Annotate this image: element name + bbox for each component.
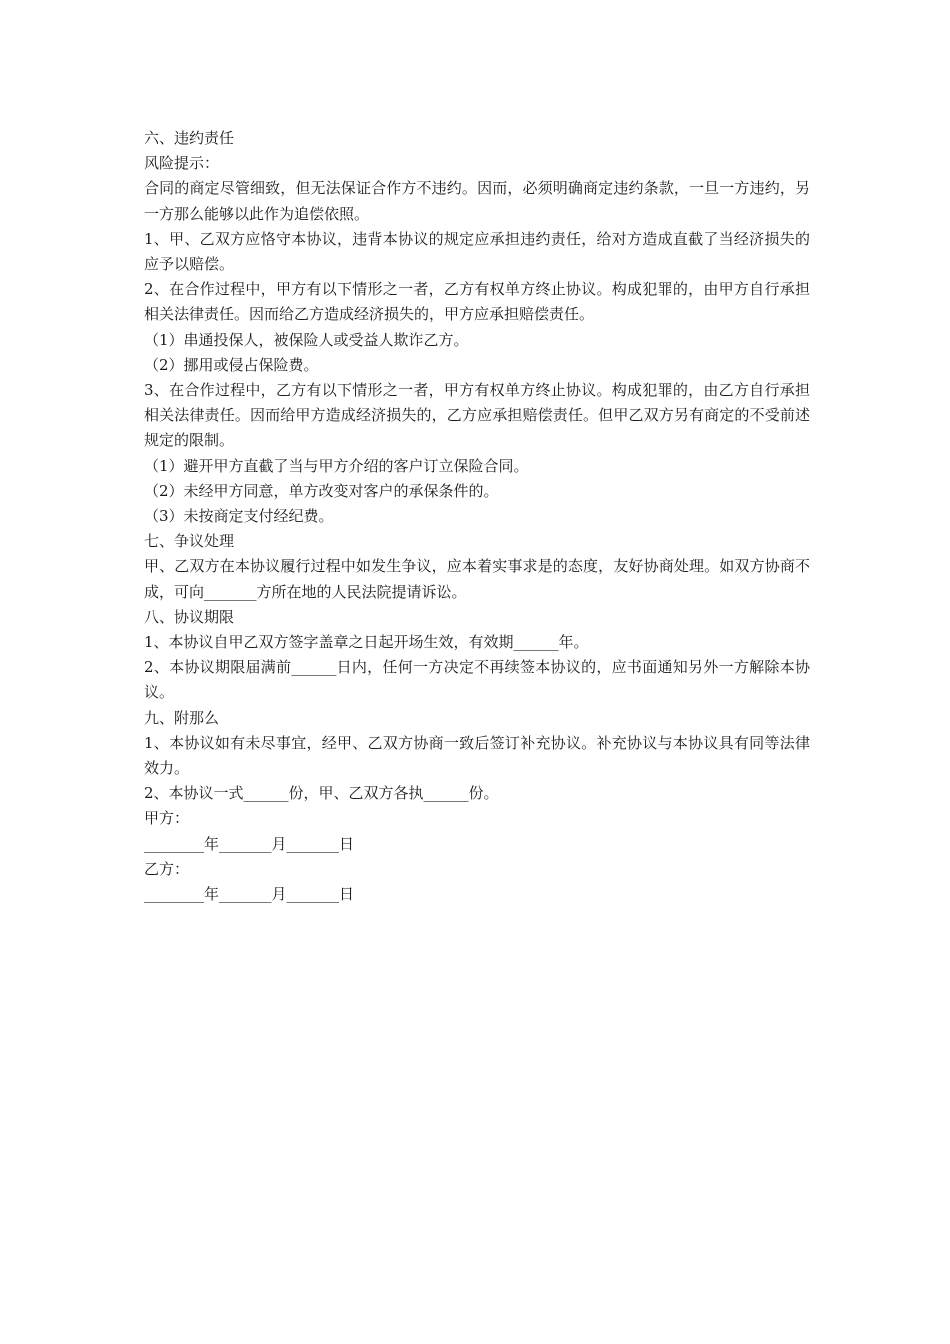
party-b-label: 乙方： xyxy=(144,859,190,878)
clause-term-2: 2、本协议期限届满前______日内，任何一方决定不再续签本协议的，应书面通知另外一方解除本协议。 xyxy=(144,658,810,702)
party-a-date: ________年_______月_______日 xyxy=(144,834,355,853)
clause-dispute: 甲、乙双方在本协议履行过程中如发生争议，应本着实事求是的态度，友好协商处理。如双方协商不成，可向_______方所在地的人民法院提请诉讼。 xyxy=(144,557,810,601)
clause-breach-3-item-3: （3）未按商定支付经纪费。 xyxy=(144,507,334,526)
clause-breach-1: 1、甲、乙双方应恪守本协议，违背本协议的规定应承担违约责任，给对方造成直截了当经济损失的应予以赔偿。 xyxy=(144,229,810,274)
party-b-date: ________年_______月_______日 xyxy=(144,885,355,904)
section-heading-term: 八、协议期限 xyxy=(144,607,235,626)
clause-supplementary-2: 2、本协议一式______份，甲、乙双方各执______份。 xyxy=(144,784,499,803)
party-a-label: 甲方： xyxy=(144,809,190,828)
clause-breach-3: 3、在合作过程中，乙方有以下情形之一者，甲方有权单方终止协议。构成犯罪的，由乙方自行承担相关法律责任。因而给甲方造成经济损失的，乙方应承担赔偿责任。但甲乙双方另有商定的不受前述规定的限制。 xyxy=(144,381,810,450)
clause-term-1: 1、本协议自甲乙双方签字盖章之日起开场生效，有效期______年。 xyxy=(144,633,589,652)
section-heading-breach: 六、违约责任 xyxy=(144,129,235,147)
risk-note-label: 风险提示： xyxy=(144,154,220,173)
document-body xyxy=(144,126,810,907)
section-heading-dispute: 七、争议处理 xyxy=(144,532,235,551)
clause-breach-3-item-1: （1）避开甲方直截了当与甲方介绍的客户订立保险合同。 xyxy=(144,456,529,475)
clause-breach-2-item-1: （1）串通投保人，被保险人或受益人欺诈乙方。 xyxy=(144,330,469,349)
clause-supplementary-1: 1、本协议如有未尽事宜，经甲、乙双方协商一致后签订补充协议。补充协议与本协议具有同等法律效力。 xyxy=(144,733,810,778)
risk-note-text: 合同的商定尽管细致，但无法保证合作方不违约。因而，必须明确商定违约条款，一旦一方违约，另一方那么能够以此作为追偿依照。 xyxy=(144,179,810,223)
section-heading-supplementary: 九、附那么 xyxy=(144,708,220,727)
clause-breach-2: 2、在合作过程中，甲方有以下情形之一者，乙方有权单方终止协议。构成犯罪的，由甲方自行承担相关法律责任。因而给乙方造成经济损失的，甲方应承担赔偿责任。 xyxy=(144,280,810,324)
clause-breach-2-item-2: （2）挪用或侵占保险费。 xyxy=(144,355,319,374)
clause-breach-3-item-2: （2）未经甲方同意，单方改变对客户的承保条件的。 xyxy=(144,481,499,500)
